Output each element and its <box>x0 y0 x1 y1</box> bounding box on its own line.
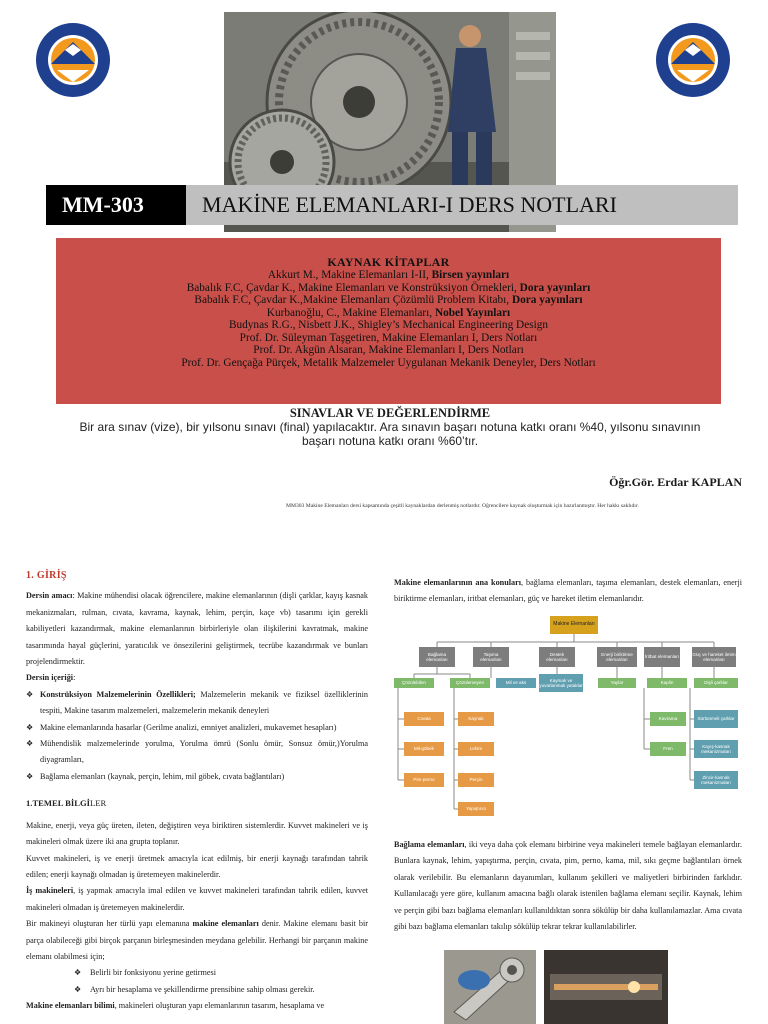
left-column <box>26 568 368 1015</box>
book-publisher: Dora yayınları <box>519 281 591 294</box>
content-item-text: Malzemelerin mekanik ve fiziksel özelliklerinin tespiti, Makine tasarım malzemeleri, malzemelerin mekanik deneyleri <box>40 689 369 716</box>
right-intro <box>394 575 742 608</box>
content-item-text: Mühendislik malzemelerinde yorulma, Yorulma ömrü (Sonlu ömür, Sonsuz ömür,)Yorulma diyagramları, <box>40 739 368 765</box>
work-machines-paragraph <box>26 883 368 916</box>
sub-item-2: ❖ Ayrı bir hesaplama ve şekillendirme prensibine sahip olması gerekir. <box>26 982 368 998</box>
diagram-leaf-percin: Perçin <box>458 773 494 787</box>
diagram-connectors <box>392 612 744 824</box>
welding-illustration <box>544 950 668 1024</box>
diagram-cat-iritbat: İritbat elemanları <box>644 647 680 667</box>
machine-element-text-b: denir. Makine elemanı basit bir parça olabileceği gibi birçok parçanın birleşmesinden meydana gelebilir. Herhangi bir parçanın makine elemanı olabilmesi için; <box>26 919 368 961</box>
book-item <box>56 282 721 295</box>
baglama-text: , iki veya daha çok elemanı birbirine veya makineleri temele bağlayan elemanlardır. Bunlara kaynak, lehim, yapıştırma, perçin, cıvata, pim, perno, kama, mil, sıkı geçme bağlantıları örnek olarak verilebilir. Bu elemanların dayanımları, kullanım şekilleri ve maliyetleri birbirinden farklıdır. Kullanılacağı yere göre, kullanım amacına bağlı olarak istenilen bağlama elemanı seçilir. Kaynak, lehim ve perçin gibi bazı bağlama elemanları kullanıldıktan sonra sökülüp bir daha kullanılamazlar. Ama cıvata gibi bazı bağlama elemanları takılıp sökülüp tekrar tekrar kullanılabilirler. <box>394 840 742 932</box>
content-item-text: Bağlama elemanları (kaynak, perçin, lehim, mil göbek, cıvata bağlantıları) <box>40 771 285 781</box>
book-text: Babalık F.C, Çavdar K.,Makine Elemanları Çözümlü Problem Kitabı, <box>194 294 512 306</box>
exams-section <box>50 406 730 448</box>
purpose-text: : Makine mühendisi olacak öğrencilere, makine elemanlarının (dişli çarklar, kayış kasnak mekanizmaları, rulman, cıvata, kavrama, kaynak, lehim, perçin, kaçe vb) tasarımı için gerekli kabiliyetleri kazandırmak, makine elemanlarının birbirleriyle olan ilişkilerini kavratmak, makine tasarımında hayal güçlerini, yaratıcılık ve önsezilerini geliştirmek, tecrübe kazandırmak ve bunları projelendirmektir. <box>26 591 368 667</box>
content-label: Dersin içeriği <box>26 673 74 683</box>
diagram-cat-enerji: Enerji biriktirme elemanları <box>597 647 637 667</box>
content-item <box>26 720 368 736</box>
book-item <box>56 307 721 320</box>
diagram-leaf-surtunmeli: Sürtünmeli çarklar <box>694 710 738 728</box>
content-colon: : <box>73 673 76 683</box>
book-item <box>56 344 721 357</box>
diagram-root: Makine Elemanları <box>550 616 598 634</box>
university-seal-icon <box>655 22 731 98</box>
science-text: , makineleri oluşturan yapı elemanlarının tasarım, hesaplama ve <box>114 1001 325 1011</box>
diagram-leaf-pim-perno: Pim-perno <box>404 773 444 787</box>
book-text: Kurbanoğlu, C., Makine Elemanları, <box>266 306 435 319</box>
content-heading <box>26 670 368 686</box>
machine-paragraph: Makine, enerji, veya güç üreten, ileten, değiştiren veya biriktiren sistemlerdir. Kuvvet makineleri ve iş makineleri olmak üzere iki ana grupta toplanır. <box>26 820 368 847</box>
book-text: Akkurt M., Makine Elemanları I-II, <box>267 269 432 281</box>
author-name: Öğr.Gör. Erdar KAPLAN <box>609 475 742 489</box>
book-text: Babalık F.C, Çavdar K., Makine Elemanları ve Konstrüksiyon Örnekleri, <box>186 281 520 294</box>
diagram-leaf-kayis-kasnak: Kayış-kasnak mekanizmaları <box>694 740 738 758</box>
exams-text: Bir ara sınav (vize), bir yılsonu sınavı (final) yapılacaktır. Ara sınavın başarı notuna katkı oranı %40, yılsonu sınavının başarı notuna katkı oranı %60’tır. <box>79 420 701 448</box>
basics-title-suffix: LER <box>90 798 107 809</box>
book-item <box>56 332 721 345</box>
diagram-node-yataklar: Kaymalı ve yuvarlanmalı yataklar <box>539 674 583 692</box>
diagram-cat-baglama: Bağlama elemanları <box>419 647 455 667</box>
wrench-photo <box>444 950 536 1024</box>
book-item <box>56 294 721 307</box>
diagram-node-mil-aks: Mil ve aks <box>496 678 536 688</box>
copyright-note: MM303 Makine Elemanları dersi kapsamında çeşitli kaynaklardan derlenmiş notlardır. Öğrencilere kaynak oluşturmak için hazırlanmıştır. Her hakkı saklıdır. <box>286 503 639 509</box>
course-title: MAKİNE ELEMANLARI-I DERS NOTLARI <box>202 192 617 217</box>
book-item <box>56 357 721 370</box>
diagram-cat-destek: Destek elemanları <box>539 647 575 667</box>
book-text: Prof. Dr. Akgün Alsaran, Makine Elemanları I, Ders Notları <box>253 344 524 356</box>
purpose-paragraph <box>26 588 368 670</box>
science-paragraph <box>26 998 368 1014</box>
power-machines-paragraph: Kuvvet makineleri, iş ve enerji üretmek amacıyla icat edilmiş, bir enerji kaynağı tarafından tahrik edilen; enerji kaynağı olmadan iş üretemeyen makinelerdir. <box>26 853 368 879</box>
diagram-node-cozulemeyen: Çözülemeyen <box>450 678 490 688</box>
content-item-bold: Konstrüksiyon Malzemelerinin Özellikleri; <box>40 689 196 699</box>
university-logo-left <box>35 22 111 98</box>
sub-item-1: ❖ Belirli bir fonksiyonu yerine getirmesi <box>26 965 368 981</box>
diagram-leaf-fren: Fren <box>650 742 686 756</box>
exams-heading: SINAVLAR VE DEĞERLENDİRME <box>289 406 491 420</box>
content-list <box>26 687 368 785</box>
diagram-node-yaylar: Yaylar <box>598 678 636 688</box>
machine-element-paragraph <box>26 916 368 965</box>
course-code: MM-303 <box>46 185 186 225</box>
book-publisher: Nobel Yayınları <box>434 306 511 319</box>
basics-title-text: 1.TEMEL BİLGİ <box>26 798 90 809</box>
baglama-paragraph <box>394 837 742 935</box>
diagram-cat-guc: Güç ve hareket iletim elemanları <box>692 647 736 667</box>
main-topics-text: , bağlama elemanları, taşıma elemanları, destek elemanları, enerji biriktirme elemanları, iritbat elemanları, güç ve hareket iletim elemanlarıdır. <box>394 578 742 604</box>
diagram-node-kaplin: Kaplin <box>647 678 687 688</box>
diagram-leaf-lehim: Lehim <box>458 742 494 756</box>
baglama-label: Bağlama elemanları <box>394 840 465 849</box>
book-text: Prof. Dr. Süleyman Taşgetiren, Makine Elemanları I, Ders Notları <box>239 331 538 344</box>
books-heading: KAYNAK KİTAPLAR <box>327 255 450 269</box>
diagram-leaf-zincir-kasnak: Zincir-kasnak mekanizmaları <box>694 771 738 789</box>
machine-element-text-a: Bir makineyi oluşturan her türlü yapı elemanına <box>26 919 193 929</box>
work-machines-label: İş makineleri <box>26 886 74 896</box>
book-publisher: Birsen yayınları <box>431 269 510 281</box>
content-item <box>26 736 368 769</box>
section-title-giris: 1. GİRİŞ <box>26 570 67 581</box>
diagram-node-disli: Dişli çarklar <box>694 678 738 688</box>
diagram-node-cozulebilen: Çözülebilen <box>394 678 434 688</box>
book-publisher: Dora yayınları <box>511 294 583 306</box>
book-item <box>56 319 721 332</box>
diagram-leaf-kavrama: Kavrama <box>650 712 686 726</box>
science-label: Makine elemanları bilimi <box>26 1001 115 1011</box>
wrench-illustration <box>444 950 536 1024</box>
content-item <box>26 687 368 720</box>
diagram-cat-tasima: Taşıma elemanları <box>473 647 509 667</box>
diagram-leaf-mil-gobek: Mil-göbek <box>404 742 444 756</box>
work-machines-text: , iş yapmak amacıyla imal edilen ve kuvvet makineleri tarafından tahrik edilen, kuvvet makineleri olmadan iş üretemeyen makinelerdir. <box>26 886 369 912</box>
university-seal-icon <box>35 22 111 98</box>
book-text: Budynas R.G., Nisbett J.K., Shigley’s Mechanical Engineering Design <box>228 319 549 331</box>
reference-books-box <box>56 238 721 404</box>
book-item <box>56 269 721 282</box>
diagram-leaf-yapistirici: Yapıştırıcı <box>458 802 494 816</box>
right-baglama-paragraph <box>394 837 742 935</box>
content-item-text: Makine elemanlarında hasarlar (Gerilme analizi, emniyet analizleri, mukavemet hesapları) <box>40 722 337 732</box>
purpose-label: Dersin amacı <box>26 591 73 601</box>
main-topics-paragraph <box>394 575 742 608</box>
university-logo-right <box>655 22 731 98</box>
machine-elements-diagram <box>392 612 744 824</box>
books-list <box>56 269 721 369</box>
diagram-leaf-civata: Cıvata <box>404 712 444 726</box>
content-item <box>26 769 368 785</box>
basics-title <box>26 795 368 811</box>
book-text: Prof. Dr. Gençağa Pürçek, Metalik Malzemeler Uygulanan Mekanik Deneyler, Ders Notları <box>181 356 596 369</box>
welding-photo <box>544 950 668 1024</box>
machine-element-bold: makine elemanları <box>192 919 259 929</box>
diagram-leaf-kaynak: Kaynak <box>458 712 494 726</box>
main-topics-label: Makine elemanlarının ana konuları <box>394 578 522 587</box>
